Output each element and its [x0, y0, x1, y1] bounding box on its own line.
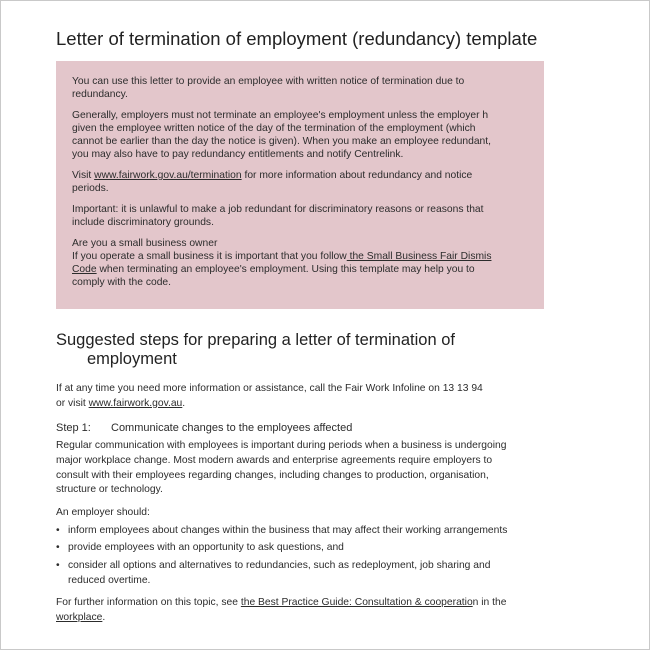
- small-business-code-link-cont[interactable]: Code: [72, 264, 97, 275]
- best-practice-guide-link-cont[interactable]: workplace: [56, 612, 103, 624]
- guidance-notice-box: [56, 61, 544, 309]
- list-item: • inform employees about changes within the business that may affect their working arrangements: [56, 524, 601, 539]
- notice-paragraph: Visit www.fairwork.gov.au/termination for more information about redundancy and notice periods.: [72, 170, 473, 194]
- step-label: Communicate changes to the employees affected: [111, 422, 353, 435]
- small-business-heading: Are you a small business owner: [72, 238, 218, 249]
- best-practice-guide-link[interactable]: the Best Practice Guide: Consultation & cooperatio: [240, 597, 473, 609]
- guidance-notice-text: [72, 75, 544, 289]
- notice-paragraph: Generally, employers must not terminate an employee's employment unless the employer h given the employee written notice of the day of the termination of the employment (which cannot be earlier than the day the notice is given). When you make an employee redundant, you may also have to pay redundancy entitlements and notify Centrelink.: [72, 110, 491, 160]
- step-1-heading: [56, 421, 601, 436]
- notice-paragraph: Important: it is unlawful to make a job redundant for discriminatory reasons or reasons that include discriminatory grounds.: [72, 204, 484, 228]
- section-heading: Suggested steps for preparing a letter of termination of employment: [56, 331, 455, 368]
- small-business-code-link[interactable]: the Small Business Fair Dismis: [346, 251, 492, 262]
- document-body: [56, 382, 601, 626]
- fairwork-termination-link[interactable]: www.fairwork.gov.au/termination: [94, 170, 242, 181]
- notice-paragraph: You can use this letter to provide an employee with written notice of termination due to redundancy.: [72, 76, 465, 100]
- document-title: Letter of termination of employment (redundancy) template: [56, 28, 538, 49]
- list-item: • consider all options and alternatives to redundancies, such as redeployment, job sharing and reduced overtime.: [56, 559, 601, 588]
- further-info-paragraph: For further information on this topic, see the Best Practice Guide: Consultation & cooperation in the workplace.: [56, 597, 507, 624]
- intro-paragraph: If at any time you need more information or assistance, call the Fair Work Infoline on 13 13 94 or visit www.fairwork.gov.au.: [56, 383, 483, 409]
- step-number: Step 1:: [56, 422, 91, 435]
- employer-should-label: An employer should:: [56, 506, 150, 518]
- fairwork-link[interactable]: www.fairwork.gov.au: [88, 397, 183, 409]
- step-1-paragraph: Regular communication with employees is important during periods when a business is undergoing major workplace change. Most modern awards and enterprise agreements require employers to consult with their employees regarding changes, including changes to production, organisation, structure or technology.: [56, 440, 507, 496]
- notice-paragraph: Are you a small business owner If you operate a small business it is important that you follow the Small Business Fair Dismis Code when terminating an employee's employment. Using this template may help you to comply with the code.: [72, 238, 492, 288]
- employer-actions-list: [56, 524, 601, 589]
- list-item: • provide employees with an opportunity to ask questions, and: [56, 541, 601, 556]
